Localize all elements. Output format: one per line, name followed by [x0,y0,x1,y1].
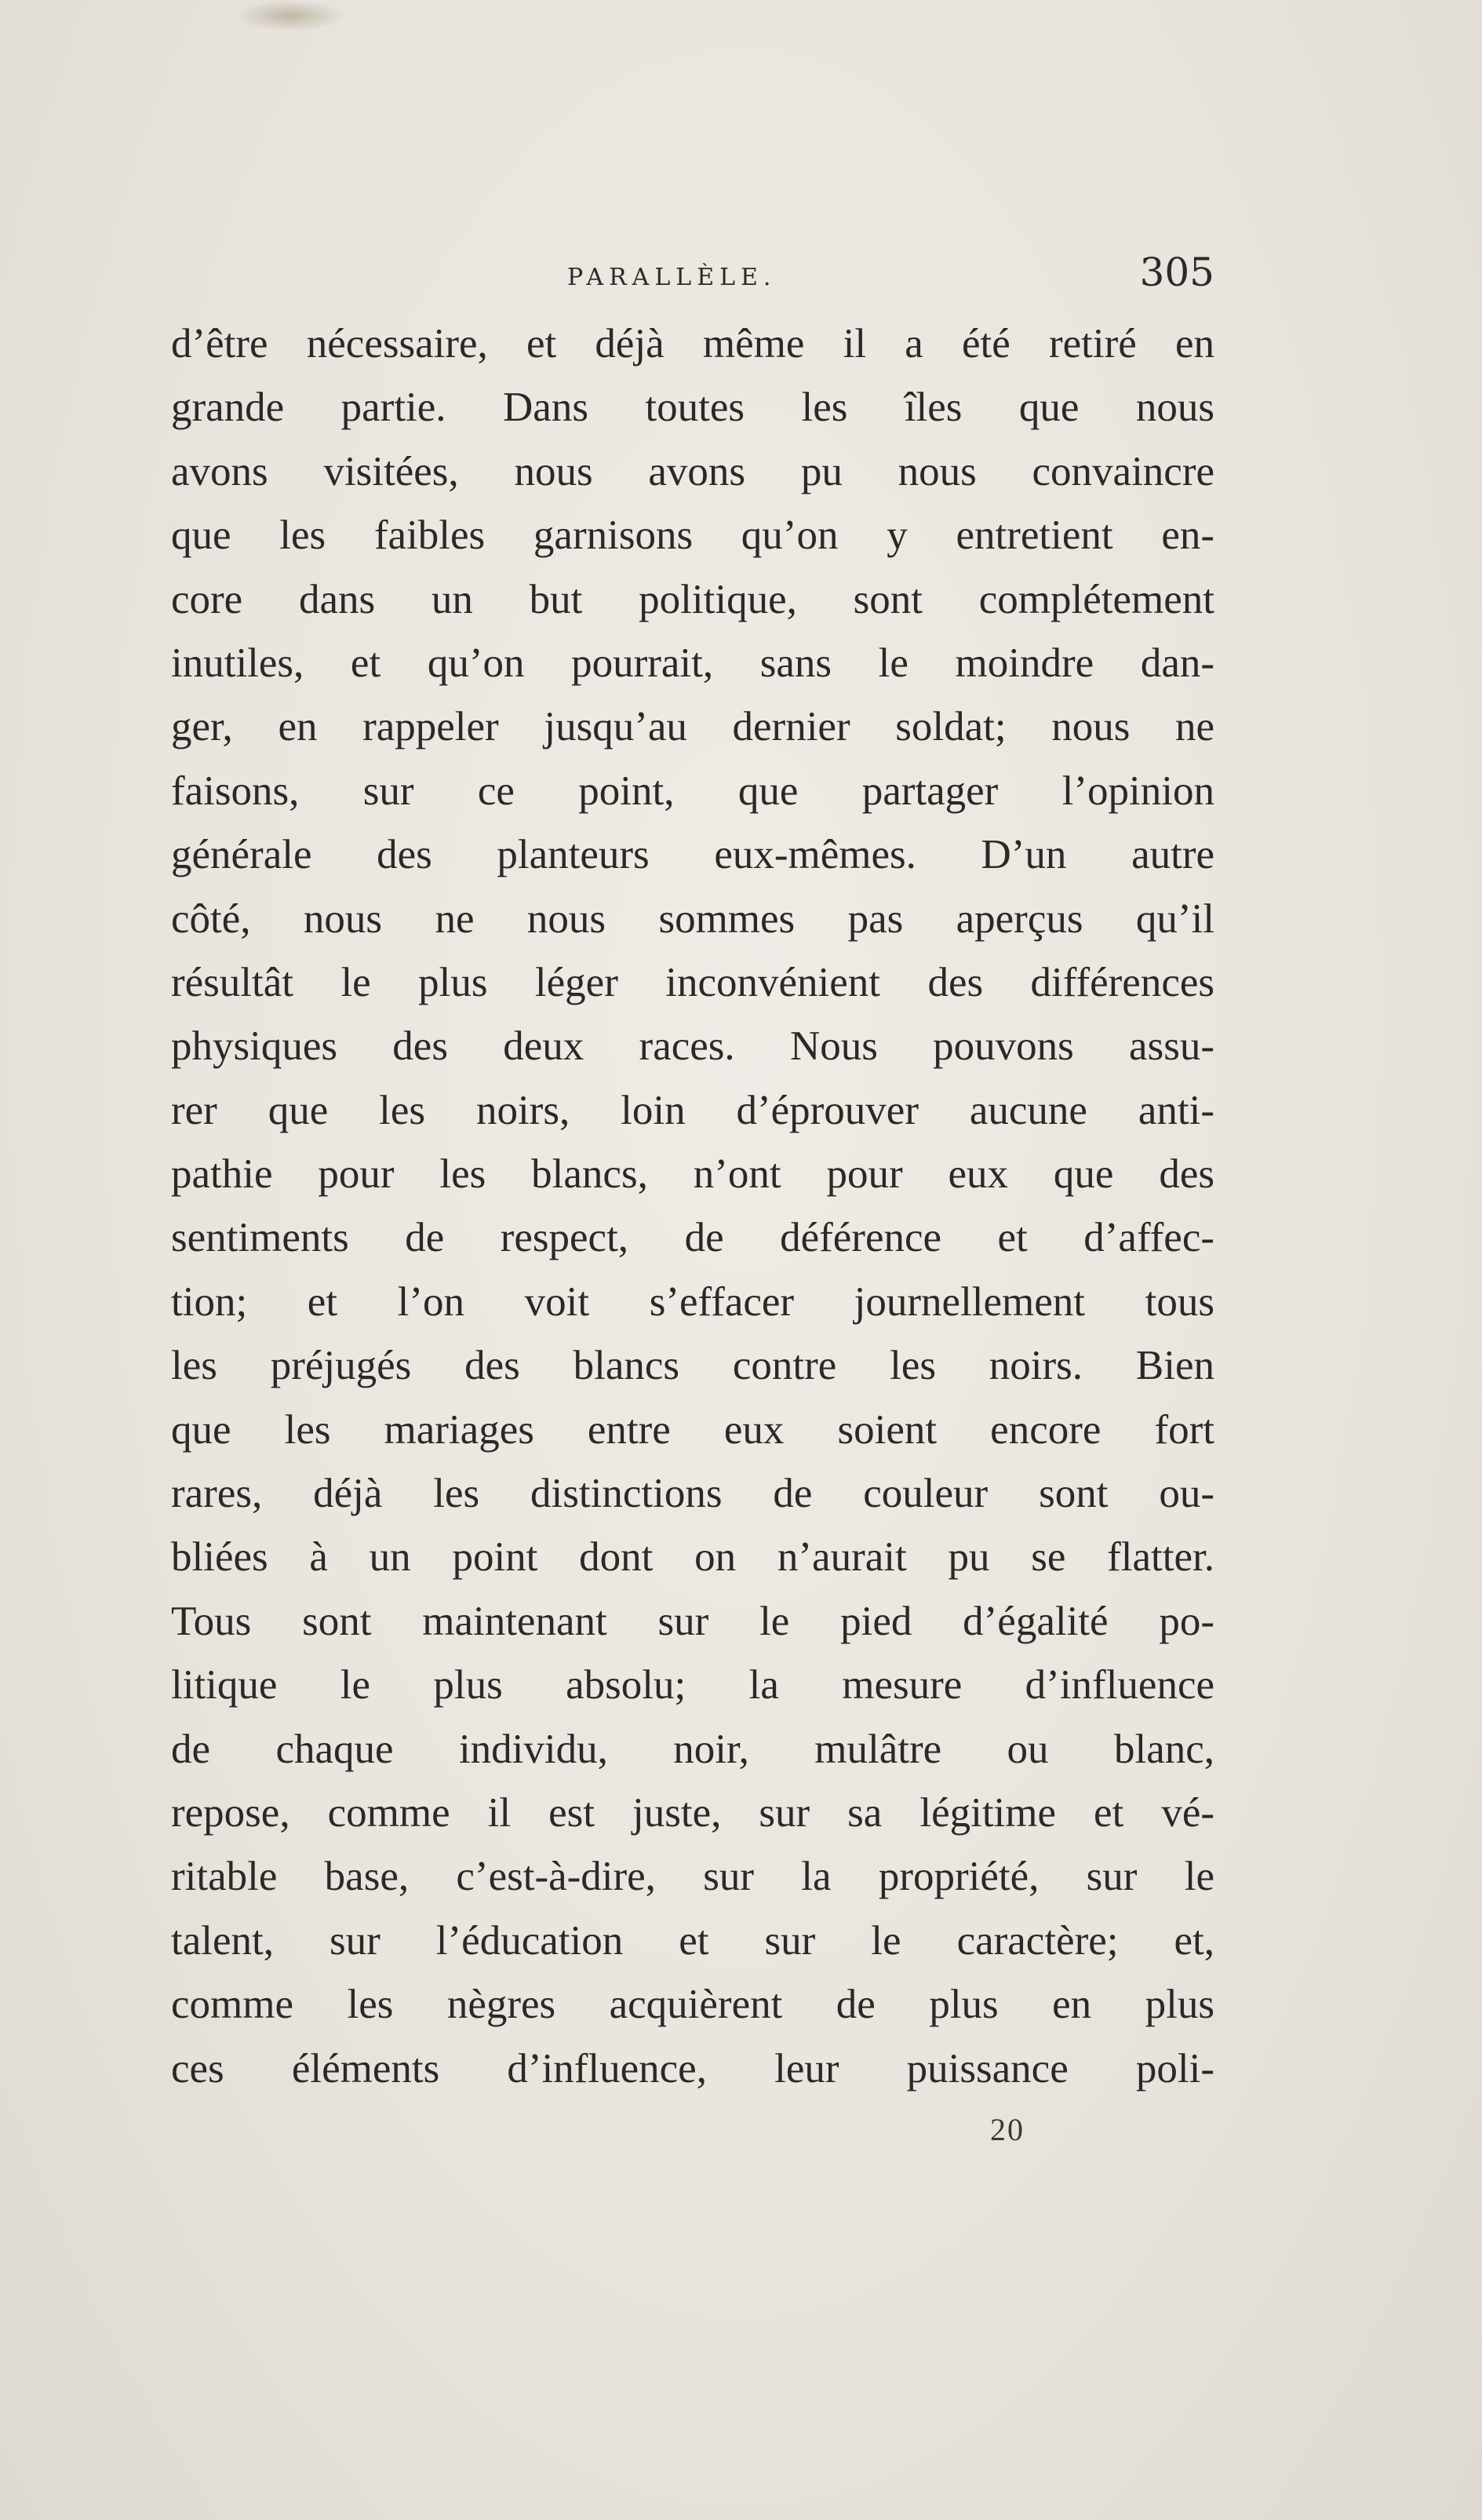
running-title: PARALLÈLE. [567,264,777,291]
text-line: rares, déjà les distinctions de couleur sont ou- [171,1471,1214,1517]
text-line: Tous sont maintenant sur le pied d’égalité po- [171,1598,1214,1644]
text-line: que les mariages entre eux soient encore fort [171,1406,1214,1453]
text-line: ritable base, c’est-à-dire, sur la propriété, sur le [171,1854,1214,1900]
text-line: comme les nègres acquièrent de plus en plus [171,1982,1214,2028]
text-line: core dans un but politique, sont complétement [171,576,1214,622]
text-line: résultât le plus léger inconvénient des différences [171,959,1214,1005]
page-number: 305 [1139,250,1214,295]
text-line: faisons, sur ce point, que partager l’opinion [171,768,1214,814]
signature-mark: 20 [990,2112,1025,2147]
page-header [171,250,1214,305]
text-line: ces éléments d’influence, leur puissance poli- [171,2045,1214,2091]
text-line: rer que les noirs, loin d’éprouver aucune anti- [171,1087,1214,1133]
text-line: pathie pour les blancs, n’ont pour eux que des [171,1151,1214,1198]
text-line: tion; et l’on voit s’effacer journellement tous [171,1278,1214,1325]
text-line: repose, comme il est juste, sur sa légitime et vé- [171,1789,1214,1836]
text-line: avons visitées, nous avons pu nous convaincre [171,448,1214,494]
text-line: litique le plus absolu; la mesure d’influence [171,1662,1214,1709]
paper-stain [235,0,345,31]
text-line: ger, en rappeler jusqu’au dernier soldat; nous ne [171,704,1214,750]
text-line: grande partie. Dans toutes les îles que nous [171,385,1214,431]
text-line: générale des planteurs eux-mêmes. D’un autre [171,832,1214,878]
text-line: les préjugés des blancs contre les noirs. Bien [171,1343,1214,1389]
text-line: physiques des deux races. Nous pouvons assu- [171,1023,1214,1070]
text-line: bliées à un point dont on n’aurait pu se flatter. [171,1534,1214,1581]
text-line: sentiments de respect, de déférence et d’affec- [171,1215,1214,1261]
text-line: côté, nous ne nous sommes pas aperçus qu’il [171,895,1214,942]
text-line: talent, sur l’éducation et sur le caractère; et, [171,1917,1214,1964]
text-line: de chaque individu, noir, mulâtre ou blanc, [171,1726,1214,1772]
text-line: que les faibles garnisons qu’on y entretient en- [171,512,1214,559]
text-line: inutiles, et qu’on pourrait, sans le moindre dan- [171,640,1214,686]
body-text [171,312,1214,2101]
text-line: d’être nécessaire, et déjà même il a été retiré en [171,321,1214,367]
